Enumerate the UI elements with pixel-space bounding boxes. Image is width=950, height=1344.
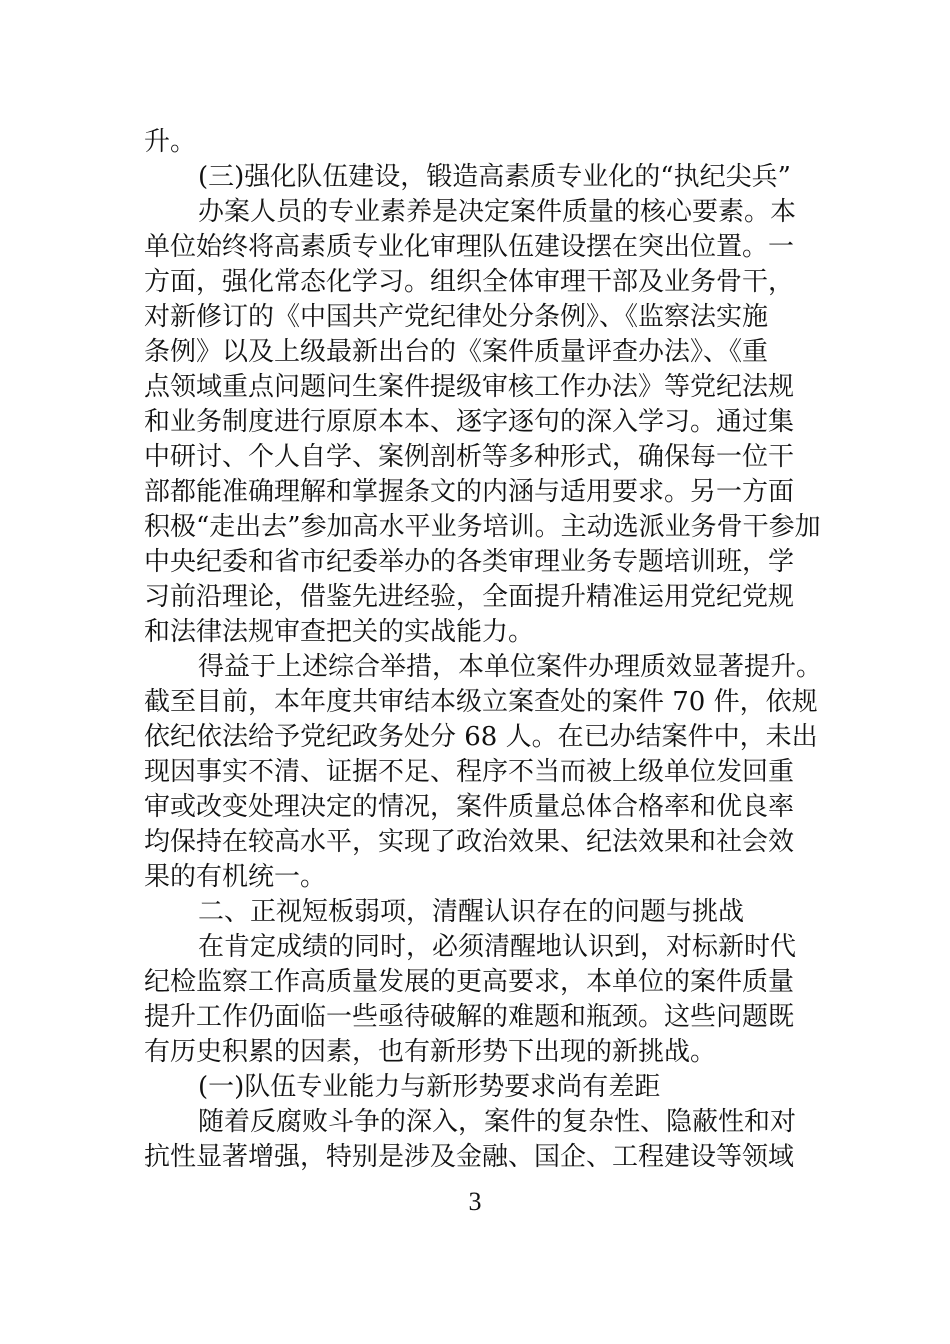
section-heading: (三)强化队伍建设，锻造高素质专业化的“执纪尖兵” (198, 162, 791, 192)
chapter-heading: 二、正视短板弱项，清醒认识存在的问题与挑战 (198, 897, 745, 927)
body-text-line: 对新修订的《中国共产党纪律处分条例》、《监察法实施 (144, 302, 769, 332)
body-text-line: 单位始终将高素质专业化审理队伍建设摆在突出位置。一 (144, 232, 795, 262)
body-text-line: 和业务制度进行原原本本、逐字逐句的深入学习。通过集 (144, 407, 795, 437)
body-text-line: 习前沿理论，借鉴先进经验，全面提升精准运用党纪党规 (144, 582, 795, 612)
body-text-line: 和法律法规审查把关的实战能力。 (144, 617, 535, 647)
body-text-line: 条例》以及上级最新出台的《案件质量评查办法》、《重 (144, 337, 769, 367)
body-text-line: 有历史积累的因素，也有新形势下出现的新挑战。 (144, 1037, 717, 1067)
page-number: 3 (468, 1187, 482, 1216)
body-text-line: 积极“走出去”参加高水平业务培训。主动选派业务骨干参加 (144, 512, 821, 542)
body-text-line: 得益于上述综合举措，本单位案件办理质效显著提升。 (198, 652, 823, 682)
body-text-line: 中央纪委和省市纪委举办的各类审理业务专题培训班，学 (144, 547, 795, 577)
body-text-line: 纪检监察工作高质量发展的更高要求，本单位的案件质量 (144, 967, 795, 997)
body-text-line: 截至目前，本年度共审结本级立案查处的案件 70 件，依规 (144, 687, 818, 717)
body-text-line: 升。 (144, 127, 197, 157)
body-text-line: 方面，强化常态化学习。组织全体审理干部及业务骨干， (144, 267, 795, 297)
body-text-line: 随着反腐败斗争的深入，案件的复杂性、隐蔽性和对 (198, 1107, 797, 1137)
body-text-line: 在肯定成绩的同时，必须清醒地认识到，对标新时代 (198, 932, 797, 962)
body-text-line: 现因事实不清、证据不足、程序不当而被上级单位发回重 (144, 757, 795, 787)
body-text-line: 中研讨、个人自学、案例剖析等多种形式，确保每一位干 (144, 442, 795, 472)
body-text-line: 办案人员的专业素养是决定案件质量的核心要素。本 (198, 197, 797, 227)
body-text-line: 均保持在较高水平，实现了政治效果、纪法效果和社会效 (144, 827, 795, 857)
body-text-line: 果的有机统一。 (144, 862, 327, 892)
body-text-line: 提升工作仍面临一些亟待破解的难题和瓶颈。这些问题既 (144, 1002, 795, 1032)
section-heading: (一)队伍专业能力与新形势要求尚有差距 (198, 1072, 661, 1102)
body-text-line: 抗性显著增强，特别是涉及金融、国企、工程建设等领域 (144, 1142, 795, 1172)
body-text-line: 部都能准确理解和掌握条文的内涵与适用要求。另一方面 (144, 477, 795, 507)
body-text-line: 审或改变处理决定的情况，案件质量总体合格率和优良率 (144, 792, 795, 822)
body-text-line: 点领域重点问题问生案件提级审核工作办法》等党纪法规 (144, 372, 795, 402)
body-text-line: 依纪依法给予党纪政务处分 68 人。在已办结案件中，未出 (144, 722, 818, 752)
